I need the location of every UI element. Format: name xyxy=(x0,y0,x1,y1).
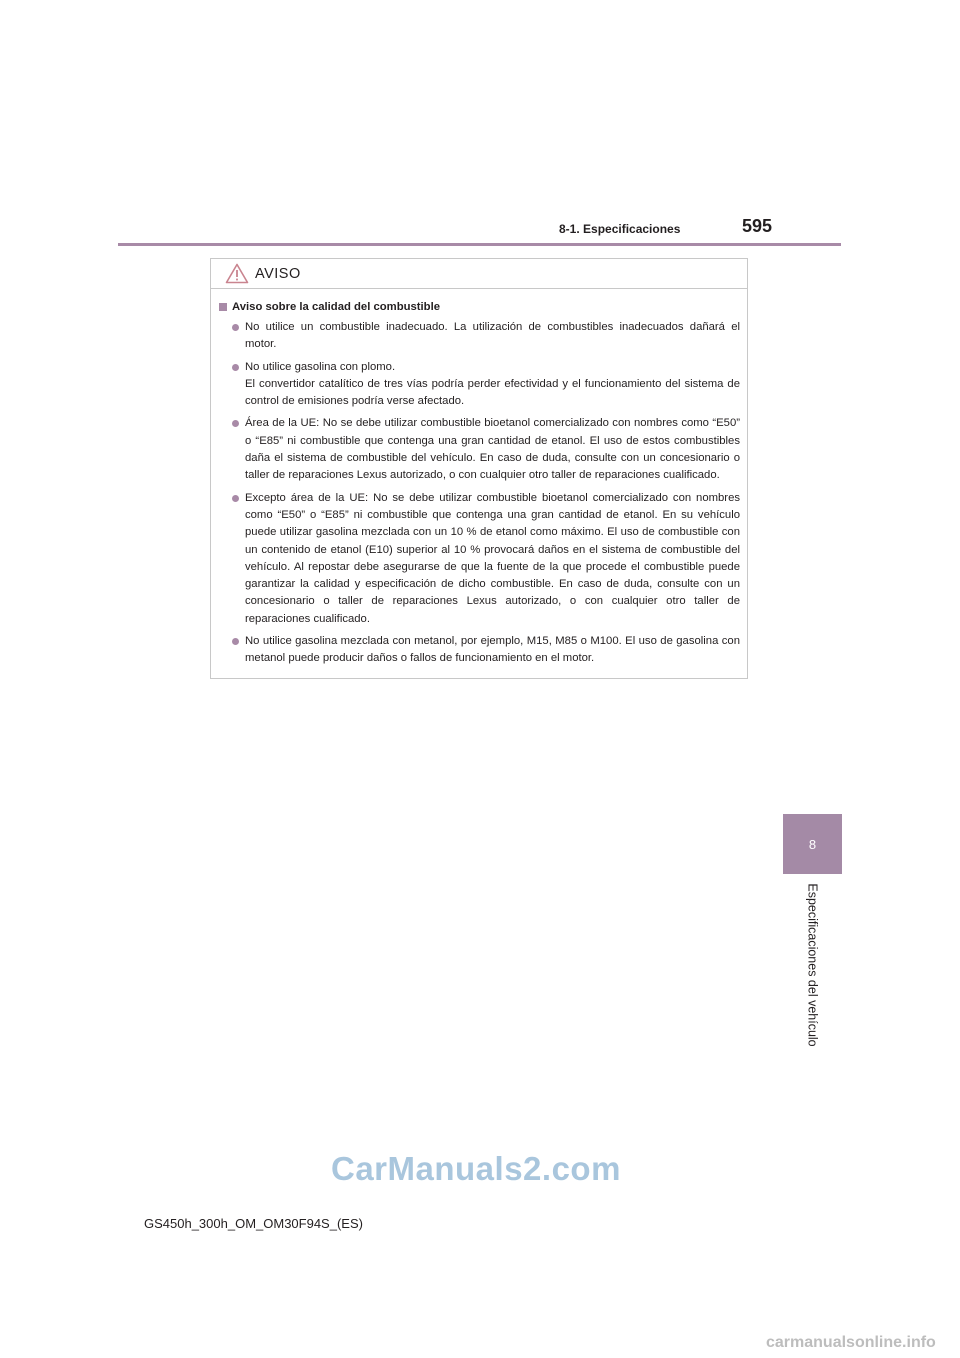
square-bullet-icon xyxy=(219,303,227,311)
warning-heading xyxy=(219,301,740,313)
page-number: 595 xyxy=(742,216,773,236)
bullet-icon xyxy=(232,495,239,502)
warning-box xyxy=(210,258,748,679)
document-code: GS450h_300h_OM_OM30F94S_(ES) xyxy=(144,1216,363,1231)
watermark-carmanualsonline: carmanualsonline.info xyxy=(766,1334,936,1351)
watermark-carmanuals2: CarManuals2.com xyxy=(331,1150,621,1187)
bullet-icon xyxy=(232,638,239,645)
list-item-text: Área de la UE: No se debe utilizar combustible bioetanol comercializado con nombres como “E50” o “E85” ni combustible que contenga una gran cantidad de etanol. El uso de estos combustibles daña el sistema de combustible del vehículo. En caso de duda, consulte con un concesionario o taller de reparaciones Lexus autorizado, o con cualquier otro taller de reparaciones cualificado. xyxy=(245,417,740,482)
bullet-icon xyxy=(232,420,239,427)
warning-header xyxy=(211,259,747,289)
bullet-icon xyxy=(232,364,239,371)
list-item-text: No utilice gasolina mezclada con metanol, por ejemplo, M15, M85 o M100. El uso de gasolina con metanol puede producir daños o fallos de funcionamiento en el motor. xyxy=(245,635,740,665)
chapter-number: 8 xyxy=(808,836,817,852)
list-item-text: No utilice un combustible inadecuado. La utilización de combustibles inadecuados dañará el motor. xyxy=(245,321,740,351)
list-item xyxy=(219,490,740,628)
header-divider xyxy=(118,243,841,246)
chapter-tab xyxy=(783,814,842,874)
list-item xyxy=(219,415,740,484)
chapter-side-label xyxy=(783,880,842,1050)
warning-body xyxy=(211,289,747,668)
list-item xyxy=(219,359,740,411)
list-item xyxy=(219,633,740,668)
chapter-title: Especificaciones del vehículo xyxy=(805,883,820,1047)
list-item-text: No utilice gasolina con plomo. El convertidor catalítico de tres vías podría perder efectividad y el funcionamiento del sistema de control de emisiones podría verse afectado. xyxy=(245,360,740,408)
section-title: 8-1. Especificaciones xyxy=(559,222,681,236)
bullet-icon xyxy=(232,324,239,331)
warning-triangle-icon xyxy=(225,263,249,284)
warning-heading-text: Aviso sobre la calidad del combustible xyxy=(232,301,441,313)
list-item xyxy=(219,319,740,354)
list-item-text: Excepto área de la UE: No se debe utilizar combustible bioetanol comercializado con nombres como “E50” o “E85” ni combustible que contenga una gran cantidad de etanol. En su vehículo puede utilizar gasolina mezclada con un 10 % de etanol como máximo. El uso de combustible con un contenido de etanol (E10) superior al 10 % provocará daños en el sistema de combustible del vehículo. Al repostar debe asegurarse de que la fuente de la que procede el combustible puede garantizar la calidad y especificación de dicho combustible. En caso de duda, consulte con un concesionario o taller de reparaciones Lexus autorizado, o con cualquier otro taller de reparaciones cualificado. xyxy=(245,491,740,625)
warning-title: AVISO xyxy=(255,265,301,282)
